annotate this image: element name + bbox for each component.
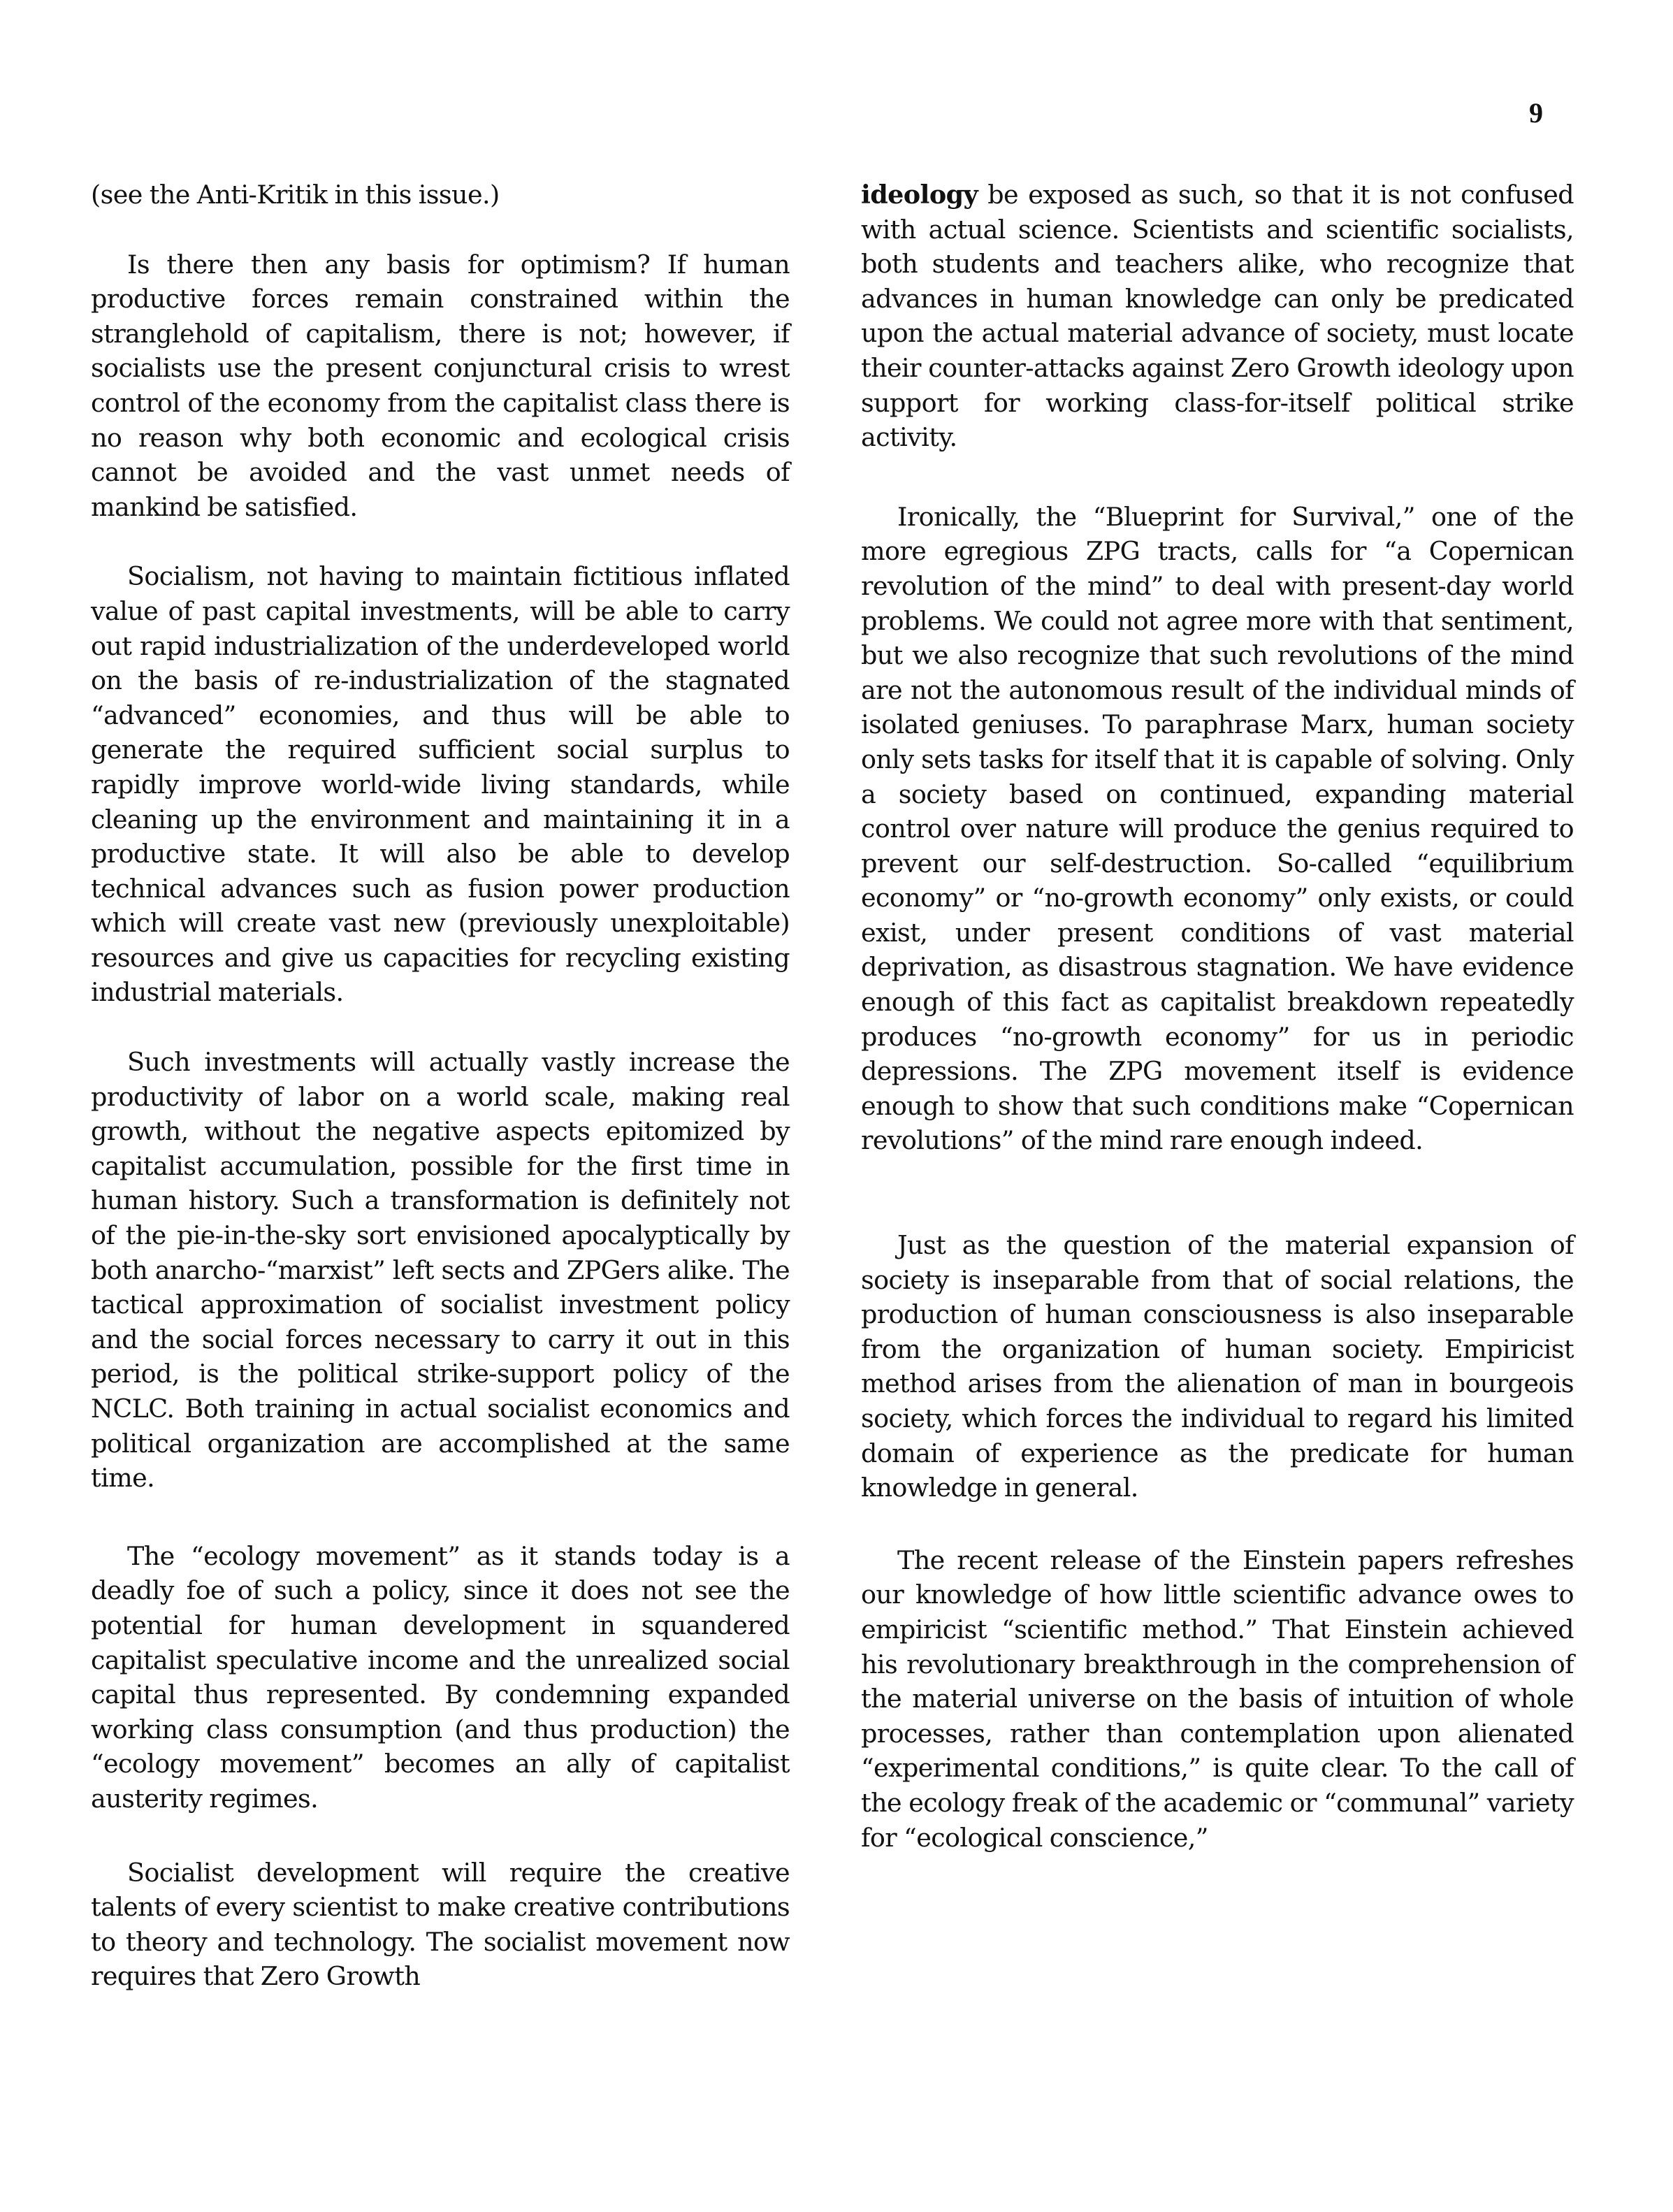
paragraph-investments: Such investments will actually vastly increase the productivity of labor on a world scale, making real growth, without the negative aspects epitomized by capitalist accumulation, possible for the first time in human history. Such a transformation is definitely not of the pie-in-the-sky sort envisioned apocalyptically by both anarcho-“marxist” left sects and ZPGers alike. The tactical approximation of socialist investment policy and the social forces necessary to carry it out in this period, is the political strike-support policy of the NCLC. Both training in actual socialist economics and political organization are accomplished at the same time. [91, 1047, 790, 1494]
paragraph-gap [861, 1505, 1574, 1543]
paragraph-socialism: Socialism, not having to maintain fictitious inflated value of past capital investments, will be able to carry out rapid industrialization of the underdeveloped world on the basis of re-industrialization of the stagnated “advanced” economies, and thus will be able to generate the required sufficient social surplus to rapidly improve world-wide living standards, while cleaning up the environment and maintaining it in a productive state. It will also be able to develop technical advances such as fusion power production which will create vast new (previously unexploitable) resources and give us capacities for recycling existing industrial materials. [91, 561, 790, 1008]
page-number: 9 [1529, 97, 1543, 129]
right-column [861, 178, 1574, 1855]
paragraph-continuation: (see the Anti-Kritik in this issue.) [91, 180, 500, 210]
paragraph-ideology [861, 178, 1574, 455]
left-column [91, 178, 790, 1994]
paragraph-gap [861, 455, 1574, 500]
paragraph-gap [861, 1158, 1574, 1228]
paragraph-ecology-movement: The “ecology movement” as it stands today is a deadly foe of such a policy, since it does not see the potential for human development in squandered capitalist speculative income and the unrealized social capital thus represented. By condemning expanded working class consumption (and thus production) the “ecology movement” becomes an ally of capitalist austerity regimes. [91, 1540, 790, 1814]
paragraph-gap [91, 524, 790, 559]
paragraph-gap [91, 1010, 790, 1045]
paragraph-gap [91, 212, 790, 247]
paragraph-gap [91, 1816, 790, 1856]
paragraph-ideology-text: be exposed as such, so that it is not confused with actual science. Scientists and scientific socialists, both students and teachers alike, who recognize that advances in human knowledge can only be predicated upon the actual material advance of society, must locate their counter-attacks against Zero Growth ideology upon support for working class-for-itself political strike activity. [861, 180, 1574, 453]
paragraph-optimism: Is there then any basis for optimism? If human productive forces remain constrained within the stranglehold of capitalism, there is not; however, if socialists use the present conjunctural crisis to wrest control of the economy from the capitalist class there is no reason why both economic and ecological crisis cannot be avoided and the vast unmet needs of mankind be satisfied. [91, 249, 790, 522]
paragraph-just-as: Just as the question of the material expansion of society is inseparable from that of social relations, the production of human consciousness is also inseparable from the organization of human society. Empiricist method arises from the alienation of man in bourgeois society, which forces the individual to regard his limited domain of experience as the predicate for human knowledge in general. [861, 1230, 1574, 1503]
paragraph-ironically: Ironically, the “Blueprint for Survival,” one of the more egregious ZPG tracts, calls for “a Copernican revolution of the mind” to deal with present-day world problems. We could not agree more with that sentiment, but we also recognize that such revolutions of the mind are not the autonomous result of the individual minds of isolated geniuses. To paraphrase Marx, human society only sets tasks for itself that it is capable of solving. Only a society based on continued, expanding material control over nature will produce the genius required to prevent our self-destruction. So-called “equilibrium economy” or “no-growth economy” only exists, or could exist, under present conditions of vast material deprivation, as disastrous stagnation. We have evidence enough of this fact as capitalist breakdown repeatedly produces “no-growth economy” for us in periodic depressions. The ZPG movement itself is evidence enough to show that such conditions make “Copernican revolutions” of the mind rare enough indeed. [861, 501, 1574, 1156]
paragraph-einstein: The recent release of the Einstein papers refreshes our knowledge of how little scientific advance owes to empiricist “scientific method.” That Einstein achieved his revolutionary breakthrough in the comprehension of the material universe on the basis of intuition of whole processes, rather than contemplation upon alienated “experimental conditions,” is quite clear. To the call of the ecology freak of the academic or “communal” variety for “ecological conscience,” [861, 1545, 1574, 1853]
paragraph-socialist-development: Socialist development will require the creative talents of every scientist to make creative contributions to theory and technology. The socialist movement now requires that Zero Growth [91, 1857, 790, 1992]
lead-word: ideology [861, 180, 978, 210]
paragraph-gap [91, 1496, 790, 1539]
